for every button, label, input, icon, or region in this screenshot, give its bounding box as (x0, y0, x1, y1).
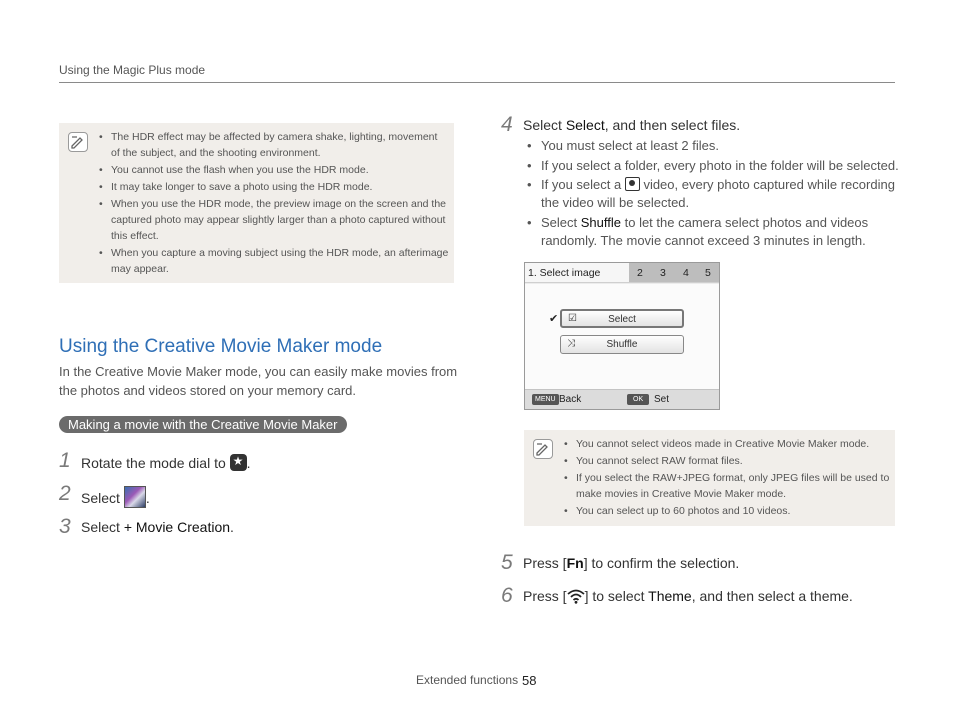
wifi-icon (567, 589, 585, 604)
footer-label: Extended functions (416, 673, 519, 687)
running-head: Using the Magic Plus mode (59, 63, 206, 77)
ok-key[interactable]: OK (627, 394, 649, 405)
step-text: Press [ (523, 588, 567, 604)
check-icon: ✔ (549, 313, 559, 325)
screen-step-indicator (629, 263, 719, 282)
fn-key-icon: Fn (566, 555, 584, 571)
list-item: • If you select a folder, every photo in the folder will be selected. (527, 157, 899, 175)
screen-tab-title: 1. Select image (528, 267, 601, 279)
list-text: Select (541, 214, 581, 230)
list-item (527, 214, 899, 250)
step-text: Press [ (523, 555, 567, 571)
step-number: 3 (59, 515, 71, 538)
note-item: • When you capture a moving subject using the HDR mode, an afterimage may appear. (99, 245, 449, 277)
step-text: , and then select a theme. (691, 588, 853, 604)
header-rule (59, 82, 895, 83)
list-item (527, 176, 899, 212)
note-item: • It may take longer to save a photo using the HDR mode. (99, 179, 449, 195)
step-bold: Theme (648, 588, 692, 604)
step-tail: . (230, 519, 234, 535)
step-text: ] to select (584, 588, 649, 604)
set-label: Set (654, 394, 670, 405)
note-item: • You can select up to 60 photos and 10 videos. (564, 503, 890, 519)
list-bold: Shuffle (580, 214, 621, 230)
shuffle-icon: ⤨ (567, 338, 575, 349)
note-item: • You cannot select videos made in Creative Movie Maker mode. (564, 436, 890, 452)
step-number: 5 (501, 551, 513, 574)
select-option-button[interactable] (560, 309, 684, 328)
smart-mode-icon (230, 454, 247, 471)
note-box-hdr (59, 123, 454, 283)
step-number: 1 (59, 449, 71, 472)
step-text: ] to confirm the selection. (583, 555, 740, 571)
note-item: • If you select the RAW+JPEG format, only JPEG files will be used to make movies in Creative Movie Maker mode. (564, 470, 890, 502)
note-box-movie-maker (524, 430, 895, 526)
step-4 (523, 117, 740, 133)
step-tail: . (145, 490, 150, 506)
note-item: • When you use the HDR mode, the preview image on the screen and the captured photo may appear slightly larger than a photo captured without this effect. (99, 196, 449, 244)
screen-step: 3 (660, 267, 666, 279)
menu-key[interactable]: MENU (532, 394, 559, 405)
back-label: Back (559, 394, 582, 405)
camera-screen (524, 262, 720, 410)
list-text: If you select a (541, 177, 625, 192)
option-label: Select (608, 314, 636, 325)
step-number: 2 (59, 482, 71, 505)
step-6 (523, 588, 853, 604)
step-2 (81, 486, 150, 508)
video-photo-icon (625, 177, 640, 191)
step-5 (523, 555, 739, 571)
list-item: • You must select at least 2 files. (527, 137, 899, 155)
step-text: Select (81, 519, 124, 535)
option-label: Shuffle (606, 339, 638, 350)
section-intro: In the Creative Movie Maker mode, you can easily make movies from the photos and videos stored on your memory card. (59, 364, 458, 398)
step-number: 4 (501, 113, 513, 136)
screen-step: 5 (705, 267, 711, 279)
note-item: • The HDR effect may be affected by camera shake, lighting, movement of the subject, and the shooting environment. (99, 129, 449, 161)
screen-step: 4 (683, 267, 689, 279)
step-bold: Select (565, 117, 605, 133)
note-icon (533, 439, 553, 459)
creative-movie-maker-icon (124, 486, 146, 508)
section-title: Using the Creative Movie Maker mode (59, 336, 383, 357)
step-text: Select (81, 490, 124, 506)
step-text: Rotate the mode dial to (81, 455, 230, 471)
select-icon: ☑ (568, 313, 577, 324)
step-tail: . (246, 455, 251, 471)
step4-bullets (527, 137, 899, 251)
step-text: , and then select files. (604, 117, 741, 133)
note-item: • You cannot select RAW format files. (564, 453, 890, 469)
note-item: • You cannot use the flash when you use the HDR mode. (99, 162, 449, 178)
step-1 (81, 454, 251, 471)
step-number: 6 (501, 584, 513, 607)
note-icon (68, 132, 88, 152)
page-number: 58 (522, 673, 537, 688)
shuffle-option-button[interactable] (560, 335, 684, 354)
list-text: to let the camera select photos and videos randomly. The movie cannot exceed 3 minutes in length. (541, 214, 869, 248)
step-text: Select (523, 117, 566, 133)
subheading-pill: Making a movie with the Creative Movie Maker (59, 416, 347, 433)
step-3 (81, 519, 234, 535)
screen-header (525, 263, 719, 283)
list-text: video, every photo captured while recording the video will be selected. (541, 177, 895, 210)
screen-body (525, 284, 719, 389)
step-bold: + Movie Creation (123, 519, 231, 535)
screen-footer (525, 389, 719, 409)
screen-step: 2 (637, 267, 643, 279)
